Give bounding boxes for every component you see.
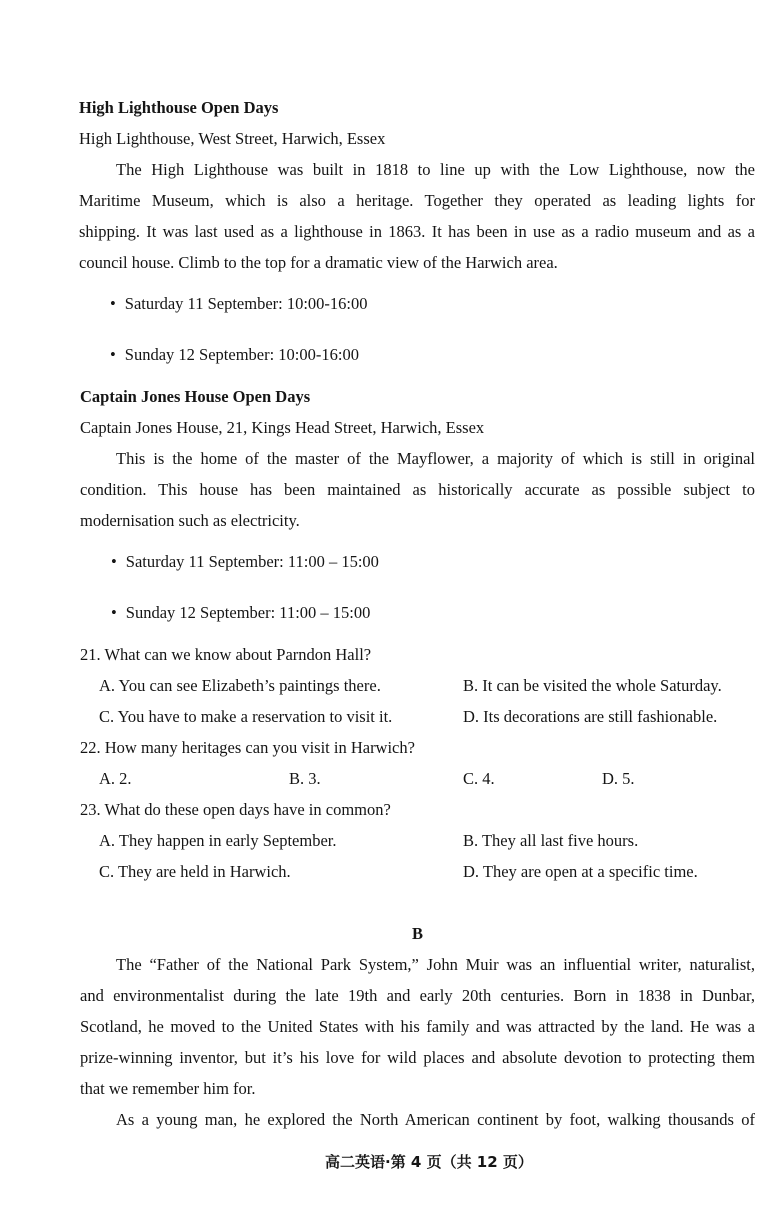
section-b-line: The “Father of the National Park System,” John Muir was an influential writer, naturalist, (116, 955, 755, 974)
option-22-d: D. 5. (602, 769, 635, 788)
option-23-d: D. They are open at a specific time. (463, 862, 698, 881)
option-23-a: A. They happen in early September. (99, 831, 337, 850)
event2-desc-line: condition. This house has been maintained as historically accurate as possible subject to (80, 480, 755, 499)
event1-address: High Lighthouse, West Street, Harwich, Essex (79, 129, 386, 148)
section-b-heading: B (412, 924, 424, 943)
option-21-a: A. You can see Elizabeth’s paintings there. (99, 676, 381, 695)
section-b-line: As a young man, he explored the North American continent by foot, walking thousands of (116, 1110, 755, 1129)
event2-desc-line: modernisation such as electricity. (80, 511, 300, 530)
event2-address: Captain Jones House, 21, Kings Head Street, Harwich, Essex (80, 418, 485, 437)
event2-desc-line: This is the home of the master of the Mayflower, a majority of which is still in original (116, 449, 755, 468)
question-23: 23. What do these open days have in common? (80, 800, 391, 819)
page-footer: 高二英语·第 4 页（共 12 页） (325, 1153, 533, 1171)
option-23-b: B. They all last five hours. (463, 831, 639, 850)
option-22-c: C. 4. (463, 769, 495, 788)
option-21-c: C. You have to make a reservation to visit it. (99, 707, 393, 726)
section-b-line: and environmentalist during the late 19th and early 20th centuries. Born in 1838 in Dunbar, (80, 986, 755, 1005)
question-21: 21. What can we know about Parndon Hall? (80, 645, 372, 664)
event2-date: • Sunday 12 September: 11:00 – 15:00 (111, 603, 370, 623)
section-b-line: that we remember him for. (80, 1079, 256, 1098)
section-b-line: prize-winning inventor, but it’s his love for wild places and absolute devotion to protecting them (80, 1048, 755, 1067)
event2-date: • Saturday 11 September: 11:00 – 15:00 (111, 552, 379, 572)
option-23-c: C. They are held in Harwich. (99, 862, 291, 881)
event1-title: High Lighthouse Open Days (79, 98, 279, 117)
event1-desc-line: shipping. It was last used as a lighthouse in 1863. It has been in use as a radio museum and as a (79, 222, 755, 241)
section-b-line: Scotland, he moved to the United States with his family and was attracted by the land. He was a (80, 1017, 755, 1036)
option-21-b: B. It can be visited the whole Saturday. (463, 676, 722, 695)
event2-title: Captain Jones House Open Days (80, 387, 311, 406)
question-22: 22. How many heritages can you visit in Harwich? (80, 738, 415, 757)
event1-desc-line: Maritime Museum, which is also a heritage. Together they operated as leading lights for (79, 191, 755, 210)
option-22-a: A. 2. (99, 769, 132, 788)
option-22-b: B. 3. (289, 769, 321, 788)
event1-date: • Saturday 11 September: 10:00-16:00 (110, 294, 368, 314)
option-21-d: D. Its decorations are still fashionable. (463, 707, 718, 726)
event1-date: • Sunday 12 September: 10:00-16:00 (110, 345, 359, 365)
event1-desc-line: The High Lighthouse was built in 1818 to line up with the Low Lighthouse, now the (116, 160, 755, 179)
event1-desc-line: council house. Climb to the top for a dramatic view of the Harwich area. (79, 253, 558, 272)
